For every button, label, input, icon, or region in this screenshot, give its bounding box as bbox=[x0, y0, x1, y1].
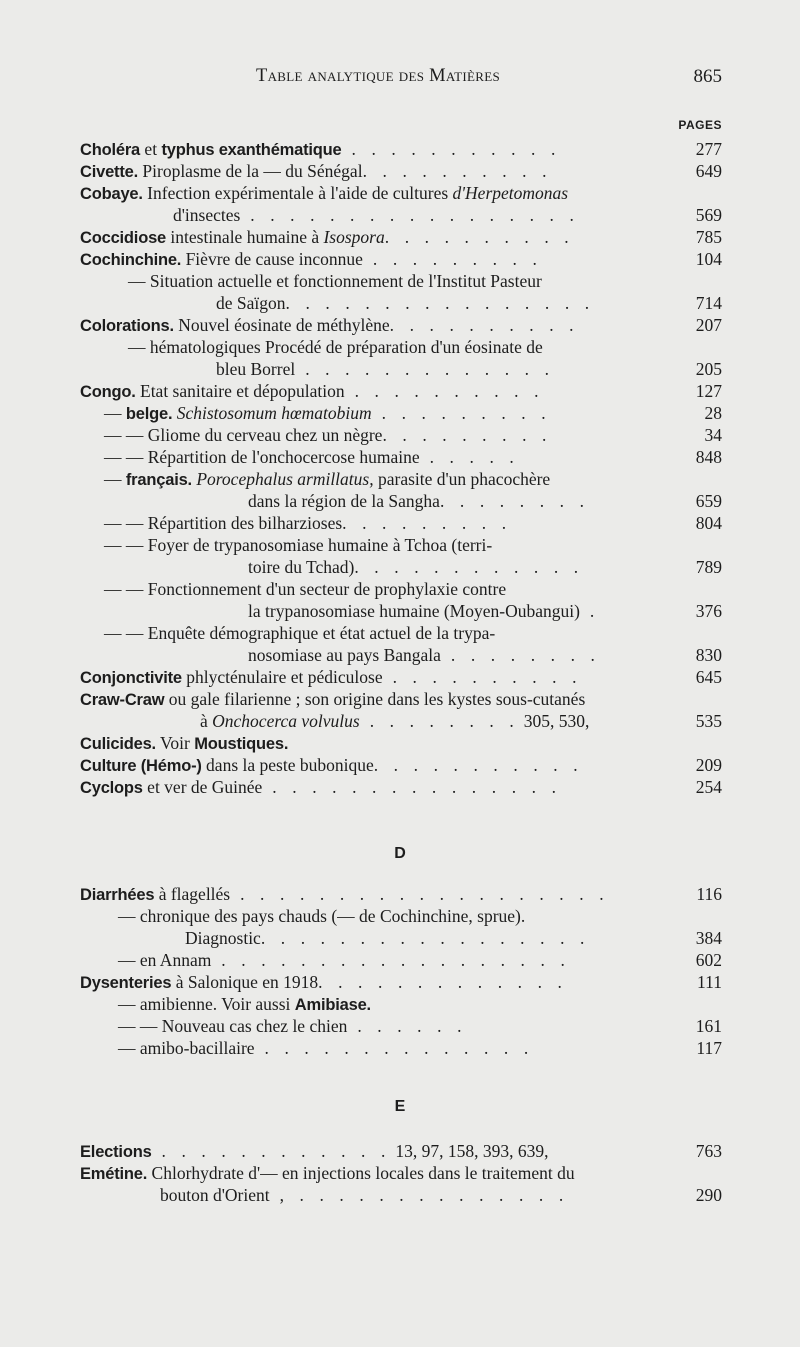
leader-dots: . . . . . . . . . . bbox=[389, 315, 580, 335]
index-entry bbox=[0, 971, 800, 993]
entry-keyword-secondary: typhus exanthématique bbox=[161, 141, 342, 159]
entry-text-part: — hématologiques Procédé de préparation d'un éosinate de bbox=[128, 337, 543, 357]
index-entry bbox=[0, 204, 800, 226]
page-number: 602 bbox=[695, 950, 722, 970]
leader-dots: . . . . . . . . . . . . . . . . . . . bbox=[230, 884, 610, 904]
entry-text bbox=[80, 226, 574, 249]
entry-text-part: de Saïgon bbox=[216, 293, 286, 313]
entry-text bbox=[80, 883, 609, 906]
entry-italic-term: Porocephalus armillatus, bbox=[191, 469, 374, 489]
entry-text-part: toire du Tchad) bbox=[248, 557, 355, 577]
entry-text-part: Etat sanitaire et dépopulation bbox=[135, 381, 345, 401]
leader-dots: . . . . . . . . . . . . bbox=[354, 557, 584, 577]
entry-text-part: — — Nouveau cas chez le chien bbox=[118, 1016, 348, 1036]
page-number: 384 bbox=[695, 928, 722, 948]
index-entry bbox=[0, 270, 800, 292]
page-number: 34 bbox=[704, 425, 722, 445]
leader-dots: . . . . . . . . . . . . . bbox=[295, 359, 555, 379]
leader-dots: . . . . . . . . . . bbox=[362, 161, 553, 181]
leader-dots: . . . . . bbox=[419, 447, 520, 467]
entry-text bbox=[104, 622, 495, 644]
entry-keyword: Emétine. bbox=[80, 1165, 148, 1183]
entry-text-part: à Salonique en 1918 bbox=[171, 972, 319, 992]
page-number: 789 bbox=[695, 557, 722, 577]
entry-text bbox=[200, 710, 589, 732]
entry-keyword: Civette. bbox=[80, 163, 139, 181]
entry-text-part: — — Fonctionnement d'un secteur de prophylaxie contre bbox=[104, 579, 507, 599]
page-number: 714 bbox=[695, 293, 722, 313]
index-entry bbox=[0, 666, 800, 688]
entry-text-part: — — Enquête démographique et état actuel de la trypa- bbox=[104, 623, 496, 643]
entry-text bbox=[118, 993, 371, 1016]
page-number: 649 bbox=[695, 161, 722, 181]
entry-keyword: Culicides. bbox=[80, 735, 156, 753]
page-number: 127 bbox=[695, 381, 722, 401]
entry-text-part: Infection expérimentale à l'aide de cultures bbox=[142, 183, 453, 203]
entry-text-part: ou gale filarienne ; son origine dans les kystes sous-cutanés bbox=[164, 689, 586, 709]
entry-text-part: dans la région de la Sangha bbox=[248, 491, 440, 511]
entry-text-part: à bbox=[200, 711, 213, 731]
leader-dots: . . . . . . . . . . . bbox=[373, 755, 584, 775]
entry-keyword: Elections bbox=[80, 1143, 152, 1161]
entry-text bbox=[104, 534, 492, 556]
entry-italic-term: Schistosomum hœmatobium bbox=[172, 403, 372, 423]
index-entry bbox=[0, 248, 800, 270]
index-entry bbox=[0, 468, 800, 490]
page-number: 535 bbox=[695, 711, 722, 731]
leader-dots: . . . . . . . . . . . . . . . . . bbox=[260, 928, 591, 948]
leader-dots: . . . . . . . . bbox=[359, 711, 520, 731]
page-number: 804 bbox=[695, 513, 722, 533]
page-number: 277 bbox=[695, 139, 722, 159]
entry-italic-term: Onchocerca volvulus bbox=[212, 711, 360, 731]
index-entry bbox=[0, 688, 800, 710]
leader-dots: . bbox=[579, 601, 600, 621]
entry-keyword: Coccidiose bbox=[80, 229, 167, 247]
page-number: 763 bbox=[695, 1141, 722, 1161]
page-number: 104 bbox=[695, 249, 722, 269]
index-entry bbox=[0, 927, 800, 949]
entry-text bbox=[128, 336, 543, 358]
entry-keyword: Culture (Hémo-) bbox=[80, 757, 202, 775]
entry-text bbox=[80, 380, 544, 403]
page-number: 205 bbox=[695, 359, 722, 379]
leader-dots: . . . . . . . . . . bbox=[382, 667, 583, 687]
index-entry bbox=[0, 512, 800, 534]
index-entry bbox=[0, 622, 800, 644]
entry-text bbox=[80, 314, 579, 337]
entry-text bbox=[80, 666, 582, 689]
entry-keyword: Colorations. bbox=[80, 317, 174, 335]
entry-text bbox=[80, 182, 568, 205]
section-letter-e: E bbox=[394, 1098, 406, 1115]
entry-text-part: Fièvre de cause inconnue bbox=[181, 249, 363, 269]
entry-text bbox=[80, 754, 583, 777]
page-number: 290 bbox=[695, 1185, 722, 1205]
entry-text-part: Nouvel éosinate de méthylène bbox=[173, 315, 390, 335]
index-entry bbox=[0, 380, 800, 402]
leader-dots: . . . . . . . . . . bbox=[344, 381, 545, 401]
index-entry bbox=[0, 644, 800, 666]
index-entry bbox=[0, 1037, 800, 1059]
index-entry bbox=[0, 358, 800, 380]
entry-text-part: la trypanosomiase humaine (Moyen-Oubangui) bbox=[248, 601, 580, 621]
entry-text-part: et bbox=[140, 139, 162, 159]
leader-dots: . . . . . . . . . . . . . . . . . bbox=[240, 205, 580, 225]
entry-text bbox=[248, 556, 584, 578]
entry-text bbox=[104, 468, 550, 491]
page-number: 785 bbox=[695, 227, 722, 247]
entry-text bbox=[118, 905, 525, 927]
page-number: 161 bbox=[695, 1016, 722, 1036]
entry-italic-term: Isospora bbox=[323, 227, 385, 247]
entry-text-part: à flagellés bbox=[154, 884, 231, 904]
entry-page-refs: parasite d'un phacochère bbox=[373, 469, 551, 489]
entry-keyword: Cobaye. bbox=[80, 185, 143, 203]
entry-text-part: intestinale humaine à bbox=[166, 227, 324, 247]
index-entry bbox=[0, 336, 800, 358]
entry-text-part: — bbox=[104, 469, 126, 489]
entry-text bbox=[104, 402, 551, 425]
entry-text-part: et ver de Guinée bbox=[142, 777, 263, 797]
index-entry bbox=[0, 578, 800, 600]
leader-dots: . . . . . . . . . . . . . . . . bbox=[285, 293, 595, 313]
leader-dots: . . . . . . . . . bbox=[362, 249, 543, 269]
index-entry bbox=[0, 226, 800, 248]
page-number: 645 bbox=[695, 667, 722, 687]
entry-text bbox=[160, 1184, 569, 1206]
page-number: 207 bbox=[695, 315, 722, 335]
entry-text bbox=[118, 1037, 534, 1059]
entry-text-part: Diagnostic bbox=[185, 928, 261, 948]
index-entry bbox=[0, 314, 800, 336]
index-entry bbox=[0, 905, 800, 927]
entry-text bbox=[128, 270, 542, 292]
leader-dots: . . . . . . . . . bbox=[371, 403, 552, 423]
leader-dots: . . . . . . . . bbox=[439, 491, 590, 511]
entry-keyword: Cochinchine. bbox=[80, 251, 182, 269]
entry-text bbox=[104, 446, 519, 468]
page-number: 117 bbox=[696, 1038, 722, 1058]
entry-text bbox=[80, 1162, 575, 1185]
page-number: 848 bbox=[695, 447, 722, 467]
entry-text bbox=[248, 644, 601, 666]
entry-text bbox=[80, 138, 561, 161]
header-title: Table analytique des Matières bbox=[256, 66, 501, 86]
index-entry bbox=[0, 1140, 800, 1162]
entry-keyword: Conjonctivite bbox=[80, 669, 182, 687]
entry-text-part: — — Foyer de trypanosomiase humaine à Tchoa (terri- bbox=[104, 535, 493, 555]
index-entry bbox=[0, 732, 800, 754]
page-number: 28 bbox=[704, 403, 722, 423]
leader-dots: . . . . . . . . . . . bbox=[341, 139, 561, 159]
section-letter-d: D bbox=[394, 845, 406, 862]
page-number: 569 bbox=[695, 205, 722, 225]
leader-dots: . . . . . . . . . . . . . . . . . . bbox=[211, 950, 571, 970]
entry-keyword: Congo. bbox=[80, 383, 136, 401]
page-number: 830 bbox=[695, 645, 722, 665]
section-c-entries bbox=[0, 138, 800, 798]
index-entry bbox=[0, 402, 800, 424]
leader-dots: . . . . . . . . . . . . bbox=[151, 1141, 391, 1161]
entry-text-part: — Situation actuelle et fonctionnement de l'Institut Pasteur bbox=[128, 271, 542, 291]
entry-italic-term: d'Herpetomonas bbox=[452, 183, 569, 203]
entry-text bbox=[80, 1140, 548, 1163]
entry-text-part: — en Annam bbox=[118, 950, 212, 970]
leader-dots: . . . . . . . . . . . . . . . bbox=[262, 777, 562, 797]
entry-keyword: Dysenteries bbox=[80, 974, 172, 992]
entry-text bbox=[80, 776, 562, 799]
index-entry bbox=[0, 424, 800, 446]
index-entry bbox=[0, 949, 800, 971]
entry-keyword-secondary: belge. bbox=[125, 405, 173, 423]
index-entry bbox=[0, 292, 800, 314]
page-number: 111 bbox=[697, 972, 722, 992]
index-entry bbox=[0, 754, 800, 776]
entry-text-part: — — Gliome du cerveau chez un nègre bbox=[104, 425, 383, 445]
page-number: 254 bbox=[695, 777, 722, 797]
entry-page-refs: 13, 97, 158, 393, 639, bbox=[390, 1141, 549, 1161]
entry-text bbox=[80, 248, 543, 271]
entry-text bbox=[173, 204, 579, 226]
entry-text bbox=[80, 971, 568, 994]
entry-keyword: Craw-Craw bbox=[80, 691, 165, 709]
entry-keyword: Diarrhées bbox=[80, 886, 155, 904]
entry-text-part: Chlorhydrate d'— en injections locales dans le traitement du bbox=[147, 1163, 575, 1183]
entry-text-part: — chronique des pays chauds (— de Cochinchine, sprue). bbox=[118, 906, 526, 926]
entry-text bbox=[216, 358, 555, 380]
page-number: 376 bbox=[695, 601, 722, 621]
entry-page-refs: 305, 530, bbox=[519, 711, 590, 731]
entry-text-part: Piroplasme de la — du Sénégal bbox=[138, 161, 363, 181]
section-d-entries bbox=[0, 883, 800, 1059]
entry-text-part: — amibienne. Voir aussi bbox=[118, 994, 295, 1014]
entry-text bbox=[118, 949, 570, 971]
entry-text-part: phlycténulaire et pédiculose bbox=[181, 667, 383, 687]
index-entry bbox=[0, 710, 800, 732]
entry-text bbox=[104, 512, 512, 534]
leader-dots: . . . . . . . . . . . . . bbox=[318, 972, 568, 992]
leader-dots: . . . . . . . . . . . . . . bbox=[254, 1038, 534, 1058]
index-entry bbox=[0, 446, 800, 468]
entry-text bbox=[104, 578, 506, 600]
entry-text-part: — amibo-bacillaire bbox=[118, 1038, 255, 1058]
entry-text bbox=[118, 1015, 467, 1037]
entry-text-part: nosomiase au pays Bangala bbox=[248, 645, 441, 665]
index-entry bbox=[0, 1015, 800, 1037]
running-header bbox=[0, 66, 800, 92]
leader-dots: . . . . . . bbox=[347, 1016, 468, 1036]
index-entry bbox=[0, 556, 800, 578]
entry-text-part: — — Répartition de l'onchocercose humaine bbox=[104, 447, 420, 467]
index-entry bbox=[0, 883, 800, 905]
index-entry bbox=[0, 600, 800, 622]
index-entry bbox=[0, 160, 800, 182]
index-entry bbox=[0, 993, 800, 1015]
section-e-entries bbox=[0, 1140, 800, 1206]
index-entry bbox=[0, 182, 800, 204]
page-number: 116 bbox=[696, 884, 722, 904]
entry-keyword-secondary: français. bbox=[125, 471, 192, 489]
entry-text-part: d'insectes bbox=[173, 205, 241, 225]
index-entry bbox=[0, 776, 800, 798]
entry-text-part: dans la peste bubonique bbox=[201, 755, 374, 775]
pages-column-label: PAGES bbox=[678, 118, 722, 132]
entry-text bbox=[104, 424, 552, 446]
page-number: 209 bbox=[695, 755, 722, 775]
entry-text-part: Voir bbox=[155, 733, 195, 753]
entry-text bbox=[248, 600, 600, 622]
entry-keyword: Cyclops bbox=[80, 779, 143, 797]
leader-dots: . . . . . . . . . bbox=[382, 425, 553, 445]
index-entry bbox=[0, 1162, 800, 1184]
entry-keyword: Choléra bbox=[80, 141, 141, 159]
entry-text bbox=[248, 490, 590, 512]
index-entry bbox=[0, 138, 800, 160]
leader-dots: , . . . . . . . . . . . . . . bbox=[269, 1185, 569, 1205]
index-entry bbox=[0, 534, 800, 556]
entry-text bbox=[185, 927, 590, 949]
entry-text bbox=[80, 732, 288, 755]
entry-text-part: — — Répartition des bilharzioses bbox=[104, 513, 343, 533]
leader-dots: . . . . . . . . . bbox=[342, 513, 512, 533]
leader-dots: . . . . . . . . . . bbox=[384, 227, 575, 247]
entry-text bbox=[216, 292, 595, 314]
entry-keyword-secondary: Moustiques. bbox=[194, 735, 289, 753]
entry-text-part: bouton d'Orient bbox=[160, 1185, 270, 1205]
index-entry bbox=[0, 1184, 800, 1206]
entry-keyword-secondary: Amibiase. bbox=[294, 996, 371, 1014]
header-page-number: 865 bbox=[693, 66, 722, 87]
entry-text bbox=[80, 160, 552, 183]
page-number: 659 bbox=[695, 491, 722, 511]
entry-text-part: — bbox=[104, 403, 126, 423]
index-entry bbox=[0, 490, 800, 512]
entry-text-part: bleu Borrel bbox=[216, 359, 296, 379]
entry-text bbox=[80, 688, 585, 711]
leader-dots: . . . . . . . . bbox=[440, 645, 601, 665]
